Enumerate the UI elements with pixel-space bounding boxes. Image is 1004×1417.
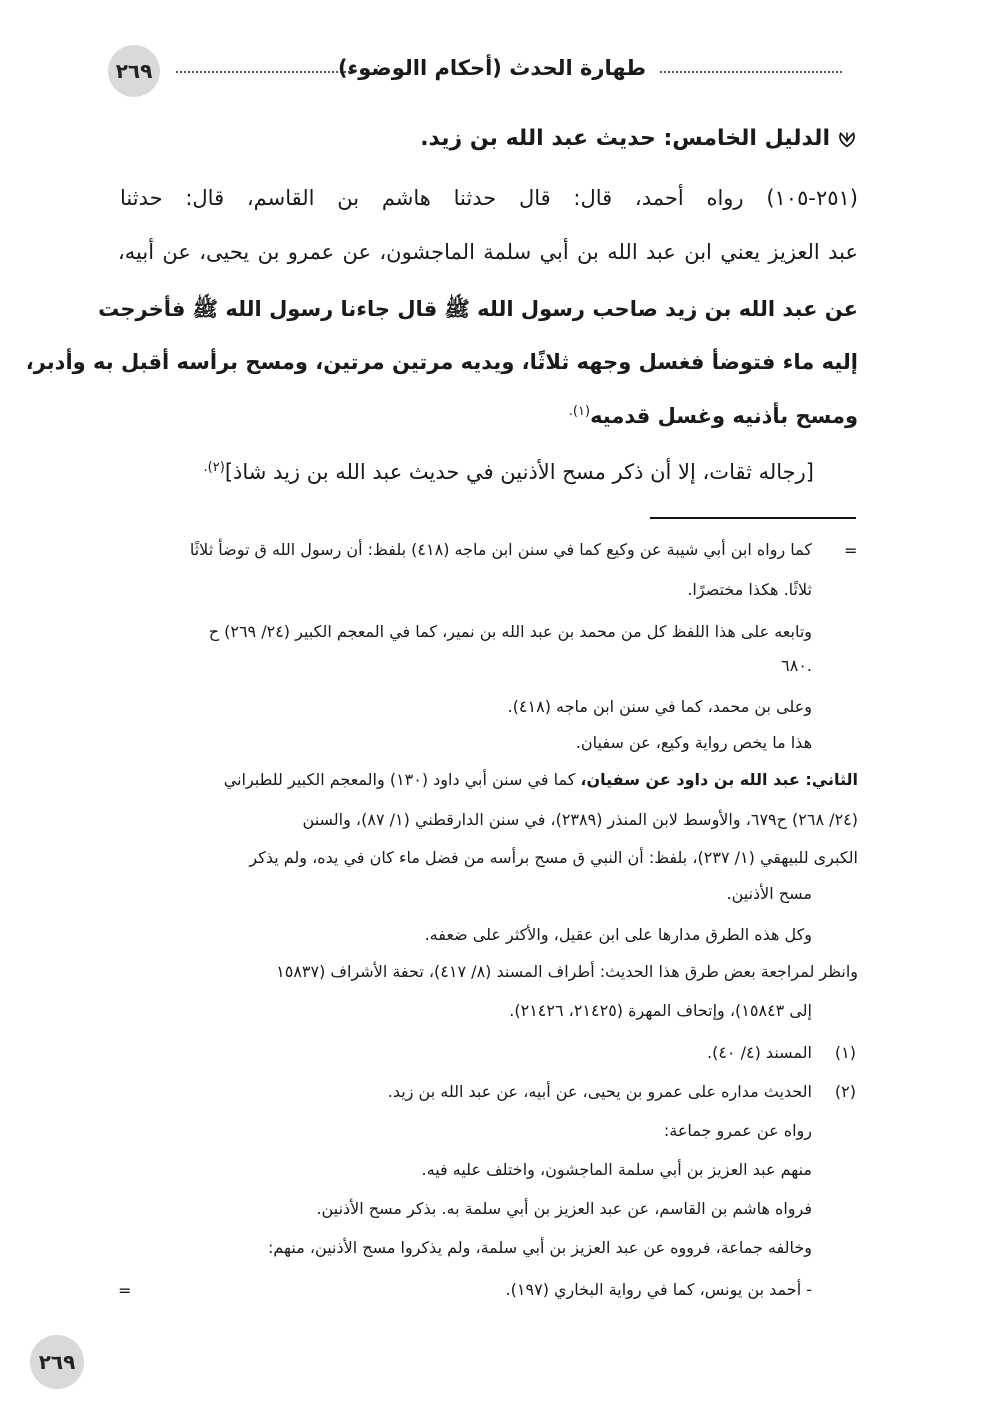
- fn-second-line-6: وانظر لمراجعة بعض طرق هذا الحديث: أطراف المسند (٨/ ٤١٧)، تحفة الأشراف (١٥٨٣٧: [276, 962, 858, 981]
- footnote-2-line-6: - أحمد بن يونس، كما في رواية البخاري (١٩٧).: [505, 1280, 812, 1299]
- verdict-line: [204, 460, 814, 484]
- page-number-badge: [108, 45, 160, 97]
- footnote-ref-1[interactable]: (١).: [568, 404, 591, 419]
- header-dots-right: [660, 71, 842, 73]
- footnote-ref-2[interactable]: (٢).: [203, 460, 225, 475]
- fn-second-line-3: الكبرى للبيهقي (١/ ٢٣٧)، بلفظ: أن النبي ق مسح برأسه من فضل ماء كان في يده، ولم يذكر: [249, 848, 858, 867]
- fn-second-line-5: وكل هذه الطرق مدارها على ابن عقيل، والأكثر على ضعفه.: [424, 925, 812, 944]
- fn-cont-line-3: وتابعه على هذا اللفظ كل من محمد بن عبد الله بن نمير، كما في المعجم الكبير (٢٤/ ٢٦٩) ح: [208, 622, 812, 641]
- verdict-text: [رجاله ثقات، إلا أن ذكر مسح الأذنين في حديث عبد الله بن زيد شاذ]: [224, 460, 814, 484]
- isnad-line-1: (٢٥١-١٠٥) رواه أحمد، قال: قال حدثنا هاشم بن القاسم، قال: حدثنا: [120, 186, 858, 210]
- continuation-mark: =: [844, 541, 858, 560]
- matn-line-3-text: ومسح بأذنيه وغسل قدميه: [590, 404, 858, 428]
- heading-text: الدليل الخامس: حديث عبد الله بن زيد.: [420, 126, 830, 151]
- footer-page-number: ٢٦٩: [38, 1350, 76, 1374]
- fn-cont-line-2: ثلاثًا. هكذا مختصرًا.: [687, 580, 812, 599]
- footnote-2-number: (٢): [834, 1082, 856, 1101]
- flower-ornament-icon: [836, 128, 858, 150]
- footnote-2-line-1: الحديث مداره على عمرو بن يحيى، عن أبيه، عن عبد الله بن زيد.: [387, 1082, 812, 1101]
- fn-cont-line-6: هذا ما يخص رواية وكيع، عن سفيان.: [575, 733, 812, 752]
- footnote-2-line-4: فرواه هاشم بن القاسم، عن عبد العزيز بن أبي سلمة به. بذكر مسح الأذنين.: [316, 1199, 812, 1218]
- fn-second-label: الثاني: عبد الله بن داود عن سفيان،: [580, 770, 858, 789]
- fn-second-line-2: (٢٤/ ٢٦٨) ح٦٧٩، والأوسط لابن المنذر (٢٣٨٩)، في سنن الدارقطني (١/ ٨٧)، والسنن: [302, 810, 858, 829]
- matn-line-2: إليه ماء فتوضأ فغسل وجهه ثلاثًا، ويديه مرتين مرتين، ومسح برأسه أقبل به وأدبر،: [25, 350, 858, 374]
- fn-cont-line-4: ٦٨٠.: [781, 656, 812, 675]
- footnote-2-line-3: منهم عبد العزيز بن أبي سلمة الماجشون، واختلف عليه فيه.: [421, 1160, 812, 1179]
- footer-page-badge: [30, 1335, 84, 1389]
- matn-line-3: [569, 404, 858, 428]
- footnote-2-line-2: رواه عن عمرو جماعة:: [663, 1121, 812, 1140]
- isnad-line-2: عبد العزيز يعني ابن عبد الله بن أبي سلمة الماجشون، عن عمرو بن يحيى، عن أبيه،: [118, 240, 858, 264]
- fn-second-line-7: إلى ١٥٨٤٣)، وإتحاف المهرة (٢١٤٢٥، ٢١٤٢٦).: [509, 1001, 812, 1020]
- running-title: طهارة الحدث (أحكام االوضوء): [337, 56, 646, 80]
- page-number: ٢٦٩: [115, 59, 153, 83]
- fn-cont-line-1: كما رواه ابن أبي شيبة عن وكيع كما في سنن ابن ماجه (٤١٨) بلفظ: أن رسول الله ق توضأ ثلاثًا: [189, 540, 812, 559]
- footnote-1-number: (١): [834, 1043, 856, 1062]
- matn-line-1: عن عبد الله بن زيد صاحب رسول الله ﷺ قال جاءنا رسول الله ﷺ فأخرجت: [98, 297, 858, 321]
- footnote-2-line-5: وخالفه جماعة، فرووه عن عبد العزيز بن أبي سلمة، ولم يذكروا مسح الأذنين، منهم:: [267, 1238, 812, 1257]
- fn-second-text-1: كما في سنن أبي داود (١٣٠) والمعجم الكبير للطبراني: [223, 770, 581, 789]
- fn-cont-line-5: وعلى بن محمد، كما في سنن ابن ماجه (٤١٨).: [507, 697, 812, 716]
- section-heading: [420, 126, 858, 151]
- footnote-1-text: المسند (٤/ ٤٠).: [707, 1043, 812, 1062]
- fn-second-line-4: مسح الأذنين.: [726, 884, 812, 903]
- header-dots-left: [176, 71, 354, 73]
- trailing-continuation-mark: =: [118, 1281, 132, 1300]
- fn-second-line-1: [224, 770, 858, 789]
- footnote-separator: [650, 517, 856, 519]
